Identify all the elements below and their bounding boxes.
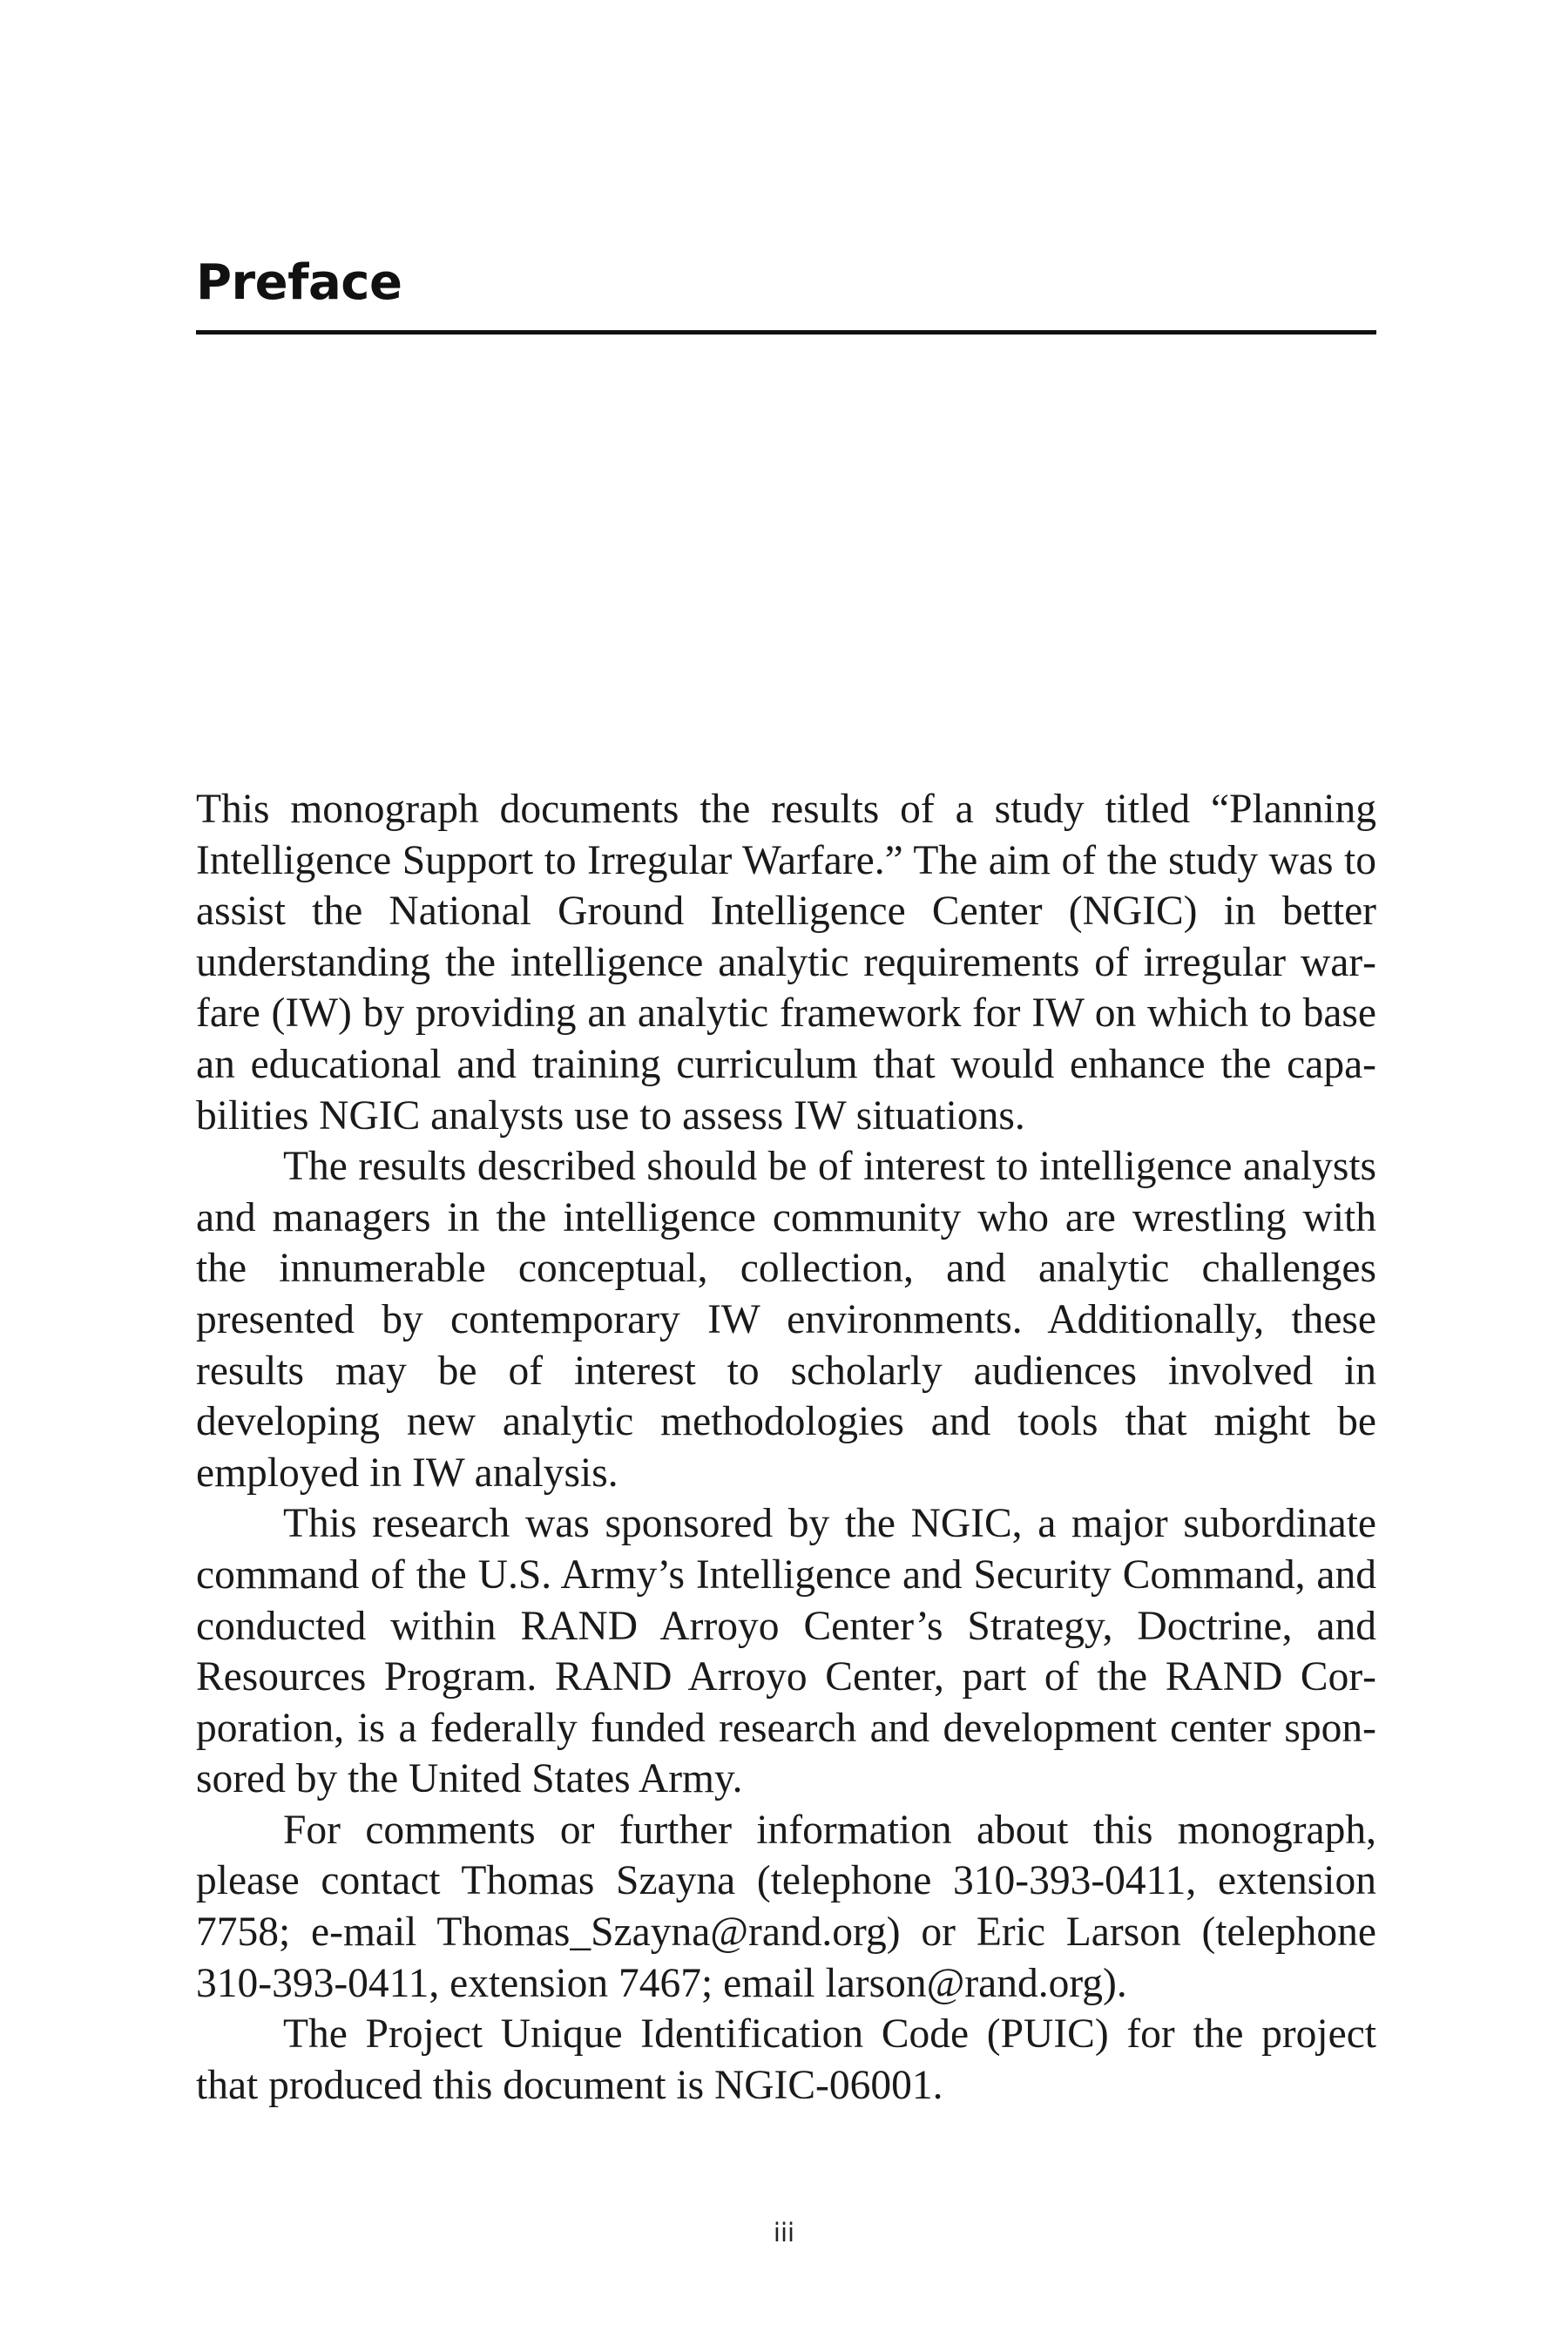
body-text <box>196 784 1376 2111</box>
paragraph-sponsorship: This research was sponsored by the NGIC, a major subordinate command of the U.S. Army’s Intelligence and Security Command, and conducted within RAND Arroyo Center’s Strategy, Doctrine, and Resources Program. RAND Arroyo Center, part of the RAND Corporation, is a federally funded research and development center sponsored by the United States Army. <box>196 1501 1376 1802</box>
page-number: iii <box>773 2218 795 2247</box>
paragraph-study-overview: This monograph documents the results of a study titled “Planning Intelligence Support to Irregular Warfare.” The aim of the study was to assist the National Ground Intelligence Center (NGIC) in better understanding the intelligence analytic requirements of irregular warfare (IW) by providing an analytic framework for IW on which to base an educational and training curriculum that would enhance the capabilities NGIC analysts use to assess IW situations. <box>196 787 1376 1139</box>
chapter-heading: Preface <box>196 254 402 311</box>
heading-rule <box>196 330 1376 335</box>
paragraph-audience: The results described should be of interest to intelligence analysts and managers in the intelligence community who are wrestling with the innumerable conceptual, collection, and analytic challenges presented by contemporary IW environments. Additionally, these results may be of interest to scholarly audiences involved in developing new analytic methodologies and tools that might be employed in IW analysis. <box>196 1144 1376 1496</box>
paragraph-puic: The Project Unique Identification Code (PUIC) for the project that produced this document is NGIC-06001. <box>196 2011 1376 2108</box>
paragraph-contact-info: For comments or further information about this monograph, please contact Thomas Szayna (telephone 310-393-0411, extension 7758; e-mail Thomas_Szayna@rand.org) or Eric Larson (telephone 310-393-0411, extension 7467; email larson@rand.org). <box>196 1807 1376 2006</box>
